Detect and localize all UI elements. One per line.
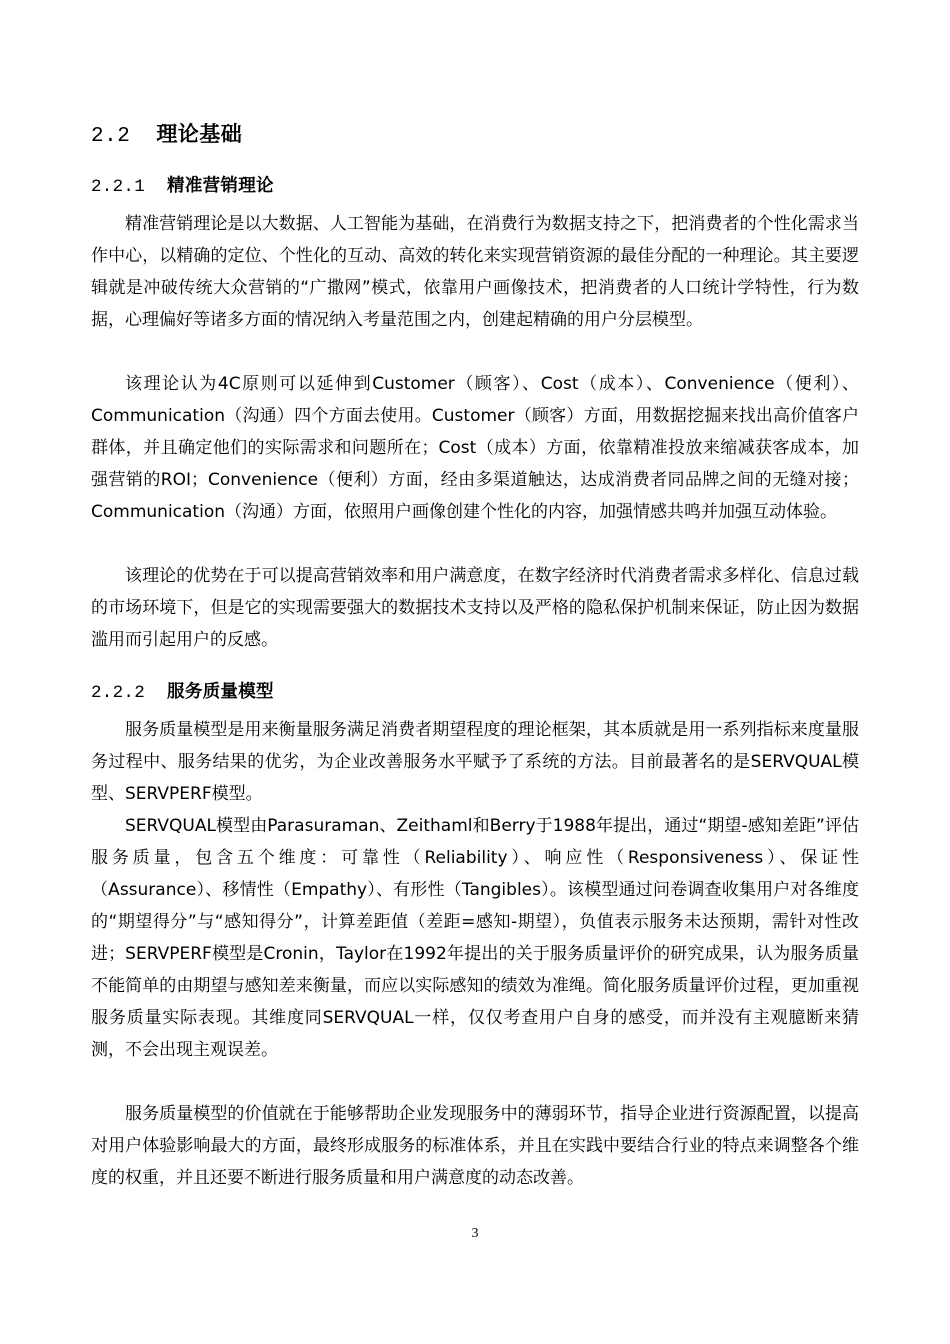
subsection-heading-2-2-1: [91, 172, 274, 197]
subsection-title: 精准营销理论: [167, 176, 274, 196]
subsection-heading-2-2-2: [91, 678, 274, 703]
paragraph: 服务质量模型是用来衡量服务满足消费者期望程度的理论框架，其本质就是用一系列指标来度量服务过程中、服务结果的优劣，为企业改善服务水平赋予了系统的方法。目前最著名的是SERVQUAL模型、SERVPERF模型。: [91, 720, 859, 804]
section-heading: [91, 118, 242, 148]
section-title: 理论基础: [156, 122, 243, 146]
subsection-number: 2.2.1: [91, 177, 146, 197]
section-number: 2.2: [91, 125, 131, 148]
paragraph: SERVQUAL模型由Parasuraman、Zeithaml和Berry于1988年提出，通过“期望-感知差距”评估服务质量，包含五个维度：可靠性（Reliability）、响应性（Responsiveness）、保证性（Assurance）、移情性（Empathy）、有形性（Tangibles）。该模型通过问卷调查收集用户对各维度的“期望得分”与“感知得分”，计算差距值（差距=感知-期望），负值表示服务未达预期，需针对性改进；SERVPERF模型是Cronin，Taylor在1992年提出的关于服务质量评价的研究成果，认为服务质量不能简单的由期望与感知差来衡量，而应以实际感知的绩效为准绳。简化服务质量评价过程，更加重视服务质量实际表现。其维度同SERVQUAL一样，仅仅考查用户自身的感受，而并没有主观臆断来猜测，不会出现主观误差。: [91, 816, 859, 1060]
paragraph: 该理论认为4C原则可以延伸到Customer（顾客）、Cost（成本）、Convenience（便利）、Communication（沟通）四个方面去使用。Customer（顾客）方面，用数据挖掘来找出高价值客户群体，并且确定他们的实际需求和问题所在；Cost（成本）方面，依靠精准投放来缩减获客成本，加强营销的ROI；Convenience（便利）方面，经由多渠道触达，达成消费者同品牌之间的无缝对接；Communication（沟通）方面，依照用户画像创建个性化的内容，加强情感共鸣并加强互动体验。: [91, 374, 859, 522]
subsection-number: 2.2.2: [91, 683, 146, 703]
page-number: 3: [471, 1226, 479, 1241]
paragraph: 服务质量模型的价值就在于能够帮助企业发现服务中的薄弱环节，指导企业进行资源配置，以提高对用户体验影响最大的方面，最终形成服务的标准体系，并且在实践中要结合行业的特点来调整各个维度的权重，并且还要不断进行服务质量和用户满意度的动态改善。: [91, 1104, 859, 1188]
paragraph: 精准营销理论是以大数据、人工智能为基础，在消费行为数据支持之下，把消费者的个性化需求当作中心，以精确的定位、个性化的互动、高效的转化来实现营销资源的最佳分配的一种理论。其主要逻辑就是冲破传统大众营销的“广撒网”模式，依靠用户画像技术，把消费者的人口统计学特性，行为数据，心理偏好等诸多方面的情况纳入考量范围之内，创建起精确的用户分层模型。: [91, 214, 859, 330]
subsection-title: 服务质量模型: [167, 682, 274, 702]
paragraph: 该理论的优势在于可以提高营销效率和用户满意度，在数字经济时代消费者需求多样化、信息过载的市场环境下，但是它的实现需要强大的数据技术支持以及严格的隐私保护机制来保证，防止因为数据滥用而引起用户的反感。: [91, 566, 859, 650]
